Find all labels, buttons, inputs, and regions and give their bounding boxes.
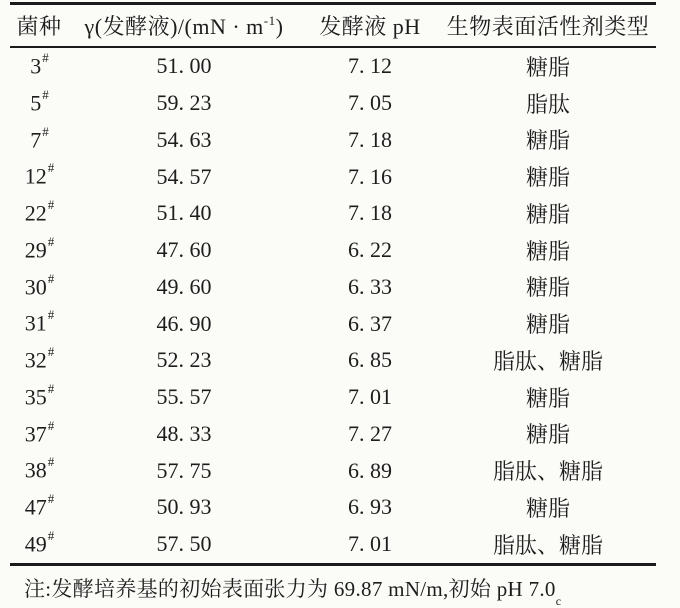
tension-cell: 48. 33 (156, 420, 212, 446)
type-cell: 糖脂 (525, 238, 570, 264)
strain-cell (10, 47, 68, 85)
tension-cell: 52. 23 (156, 347, 212, 373)
ph-cell: 6. 37 (348, 310, 392, 336)
table-row (10, 526, 656, 564)
strain-number: 38 (24, 457, 47, 483)
table-row (10, 195, 656, 232)
strain-hash-sup: # (47, 233, 55, 249)
footnote (24, 573, 680, 608)
strain-hash-sup: # (47, 380, 55, 396)
tension-cell: 55. 57 (156, 384, 212, 410)
strain-hash-sup: # (42, 123, 49, 139)
strain-cell (10, 232, 68, 269)
paper-page (0, 2, 680, 608)
type-cell: 脂肽、糖脂 (492, 348, 603, 374)
tension-cell: 51. 00 (156, 53, 212, 79)
table-row (10, 47, 656, 85)
strain-cell (10, 269, 68, 306)
header-row (10, 4, 656, 48)
ph-cell: 6. 89 (348, 457, 392, 483)
ph-cell: 7. 05 (348, 90, 392, 116)
type-cell: 糖脂 (525, 128, 570, 154)
header-tension-suffix: ) (275, 14, 284, 39)
strain-hash-sup: # (47, 527, 55, 543)
tension-cell: 46. 90 (156, 310, 212, 336)
type-cell: 糖脂 (525, 201, 570, 227)
type-cell: 糖脂 (525, 385, 570, 411)
strain-cell (10, 195, 68, 232)
table-row (10, 379, 656, 416)
footnote-text: 注:发酵培养基的初始表面张力为 69.87 mN/m,初始 pH 7.0 (24, 576, 556, 601)
ph-cell: 7. 18 (348, 126, 392, 152)
tension-cell: 57. 75 (156, 457, 212, 483)
strain-number: 22 (24, 200, 47, 226)
table-row (10, 452, 656, 489)
strain-cell (10, 305, 68, 342)
header-tension (68, 4, 300, 48)
type-cell: 糖脂 (525, 495, 570, 521)
strain-hash-sup: # (42, 50, 49, 66)
strain-cell (10, 342, 68, 379)
table-row (10, 269, 656, 306)
type-cell: 脂肽、糖脂 (492, 459, 603, 485)
strain-number: 3 (30, 53, 42, 79)
type-cell: 脂肽、糖脂 (492, 532, 603, 558)
strain-number: 5 (30, 90, 42, 116)
type-cell: 糖脂 (525, 312, 570, 338)
strain-cell (10, 158, 68, 195)
table-body (10, 47, 656, 564)
strain-hash-sup: # (47, 197, 55, 213)
table-row (10, 122, 656, 159)
type-cell: 糖脂 (525, 275, 570, 301)
ph-cell: 7. 18 (348, 200, 392, 226)
tension-cell: 54. 57 (156, 163, 212, 189)
tension-cell: 59. 23 (156, 90, 212, 116)
strain-hash-sup: # (47, 307, 55, 323)
table-row (10, 416, 656, 453)
type-cell: 脂肽 (525, 91, 570, 117)
table-row (10, 305, 656, 342)
ph-cell: 6. 22 (348, 237, 392, 263)
table-row (10, 489, 656, 526)
strain-number: 47 (24, 494, 47, 520)
ph-cell: 7. 01 (348, 384, 392, 410)
strain-hash-sup: # (47, 454, 55, 470)
strain-cell (10, 452, 68, 489)
ph-cell: 7. 27 (348, 420, 392, 446)
strain-cell (10, 379, 68, 416)
strain-number: 12 (24, 163, 47, 189)
table-row (10, 85, 656, 122)
ph-cell: 7. 01 (348, 531, 392, 557)
header-ph: 发酵液 pH (300, 4, 440, 48)
header-strain: 菌种 (10, 4, 68, 48)
strain-data-table (10, 2, 656, 566)
strain-number: 7 (30, 127, 42, 153)
tension-cell: 51. 40 (156, 200, 212, 226)
tension-cell: 57. 50 (156, 531, 212, 557)
strain-number: 37 (24, 421, 47, 447)
table-row (10, 342, 656, 379)
ph-cell: 7. 16 (348, 163, 392, 189)
strain-hash-sup: # (47, 270, 55, 286)
table-row (10, 232, 656, 269)
strain-number: 49 (24, 531, 47, 557)
strain-hash-sup: # (47, 491, 55, 507)
table-header (10, 4, 656, 48)
type-cell: 糖脂 (525, 54, 570, 80)
ph-cell: 6. 33 (348, 273, 392, 299)
table-row (10, 158, 656, 195)
strain-number: 29 (24, 237, 47, 263)
strain-hash-sup: # (47, 417, 55, 433)
strain-number: 32 (24, 347, 47, 373)
strain-number: 35 (24, 384, 47, 410)
ph-cell: 6. 85 (348, 347, 392, 373)
tension-cell: 54. 63 (156, 126, 212, 152)
strain-cell (10, 526, 68, 564)
strain-cell (10, 416, 68, 453)
ph-cell: 6. 93 (348, 494, 392, 520)
strain-cell (10, 489, 68, 526)
ph-cell: 7. 12 (348, 53, 392, 79)
strain-hash-sup: # (47, 344, 55, 360)
tension-cell: 49. 60 (156, 273, 212, 299)
header-tension-exponent: -1 (263, 12, 276, 28)
header-type: 生物表面活性剂类型 (440, 4, 656, 48)
strain-number: 30 (24, 274, 47, 300)
footnote-subscript: c (555, 593, 562, 608)
strain-cell (10, 122, 68, 159)
header-tension-prefix: γ(发酵液)/(mN · m (84, 14, 264, 39)
strain-cell (10, 85, 68, 122)
tension-cell: 47. 60 (156, 237, 212, 263)
type-cell: 糖脂 (525, 422, 570, 448)
type-cell: 糖脂 (525, 165, 570, 191)
strain-hash-sup: # (42, 86, 49, 102)
tension-cell: 50. 93 (156, 494, 212, 520)
strain-number: 31 (24, 310, 47, 336)
strain-hash-sup: # (47, 160, 55, 176)
